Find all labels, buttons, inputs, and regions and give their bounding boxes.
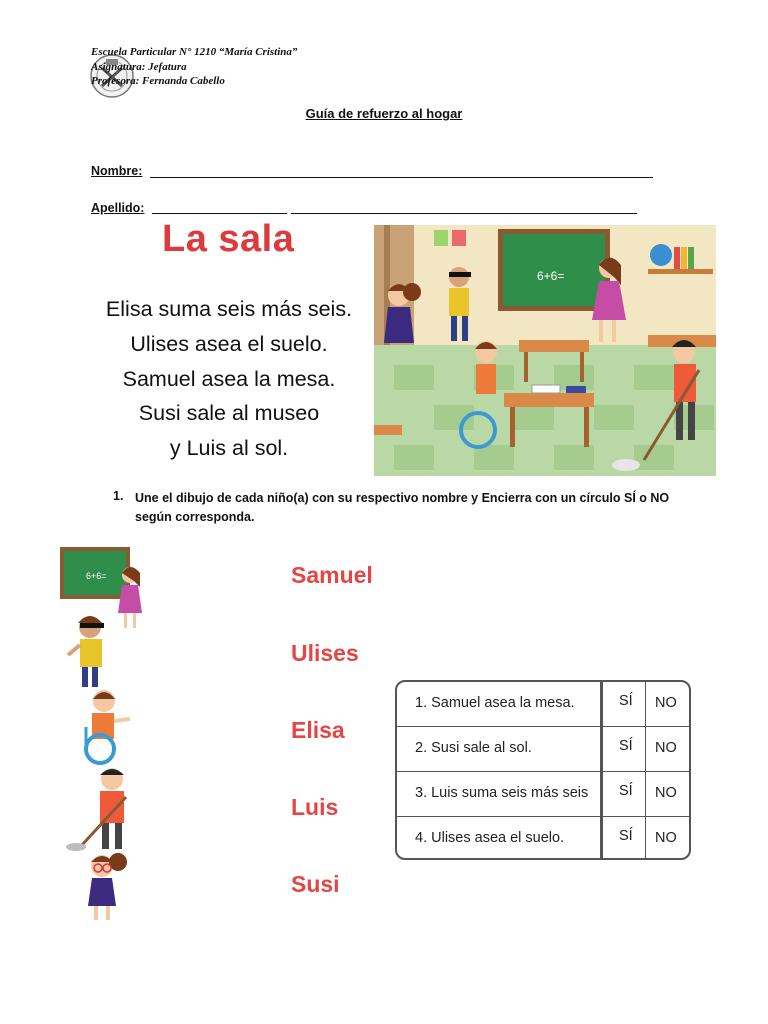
svg-text:6+6=: 6+6= xyxy=(86,571,107,581)
instruction-text: Une el dibujo de cada niño(a) con su respectivo nombre y Encierra con un círculo SÍ o NO según corresponda. xyxy=(135,491,670,524)
name-blank[interactable] xyxy=(150,177,653,178)
no-option[interactable]: NO xyxy=(655,830,677,846)
name-samuel[interactable]: Samuel xyxy=(291,562,373,588)
school-name: Escuela Particular N° 1210 “María Cristina” xyxy=(91,46,298,58)
surname-blank-2[interactable] xyxy=(291,213,637,214)
statement-row xyxy=(397,817,689,860)
reading-line: Susi sale al museo xyxy=(138,401,320,425)
no-option[interactable]: NO xyxy=(655,785,677,801)
statement-row xyxy=(397,682,689,727)
reading-line: y Luis al sol. xyxy=(169,436,289,460)
no-option[interactable]: NO xyxy=(655,695,677,711)
reading-line: Samuel asea la mesa. xyxy=(122,367,336,391)
name-ulises[interactable]: Ulises xyxy=(291,640,359,666)
statement-text: 4. Ulises asea el suelo. xyxy=(415,830,565,846)
teacher-line: Profesora: Fernanda Cabello xyxy=(91,75,225,87)
statement-text: 3. Luis suma seis más seis xyxy=(415,785,589,801)
yes-option[interactable]: SÍ xyxy=(619,828,633,844)
no-option[interactable]: NO xyxy=(655,740,677,756)
name-luis[interactable]: Luis xyxy=(291,794,339,820)
instruction-number: 1. xyxy=(113,489,124,503)
boy-sunglasses-picture[interactable] xyxy=(58,603,158,689)
statement-row xyxy=(397,727,689,772)
page-title: Guía de refuerzo al hogar xyxy=(305,106,463,121)
reading-title: La sala xyxy=(162,218,295,260)
yes-option[interactable]: SÍ xyxy=(619,693,633,709)
reading-line: Elisa suma seis más seis. xyxy=(105,297,353,321)
yes-option[interactable]: SÍ xyxy=(619,738,633,754)
board-text: 6+6= xyxy=(537,269,565,283)
boy-wheelchair-picture[interactable] xyxy=(58,683,158,769)
yes-option[interactable]: SÍ xyxy=(619,783,633,799)
subject-line: Asignatura: Jefatura xyxy=(91,61,187,73)
name-elisa[interactable]: Elisa xyxy=(291,717,345,743)
classroom-illustration xyxy=(374,225,716,476)
reading-line: Ulises asea el suelo. xyxy=(130,332,328,356)
girl-glasses-picture[interactable] xyxy=(58,850,158,922)
name-label: Nombre: xyxy=(91,164,143,178)
surname-label: Apellido: xyxy=(91,201,145,215)
surname-blank-1[interactable] xyxy=(152,213,287,214)
statement-text: 2. Susi sale al sol. xyxy=(415,740,532,756)
name-susi[interactable]: Susi xyxy=(291,871,340,897)
statements-table xyxy=(395,680,691,860)
statement-text: 1. Samuel asea la mesa. xyxy=(415,695,575,711)
boy-broom-picture[interactable] xyxy=(58,763,158,853)
statement-row xyxy=(397,772,689,817)
